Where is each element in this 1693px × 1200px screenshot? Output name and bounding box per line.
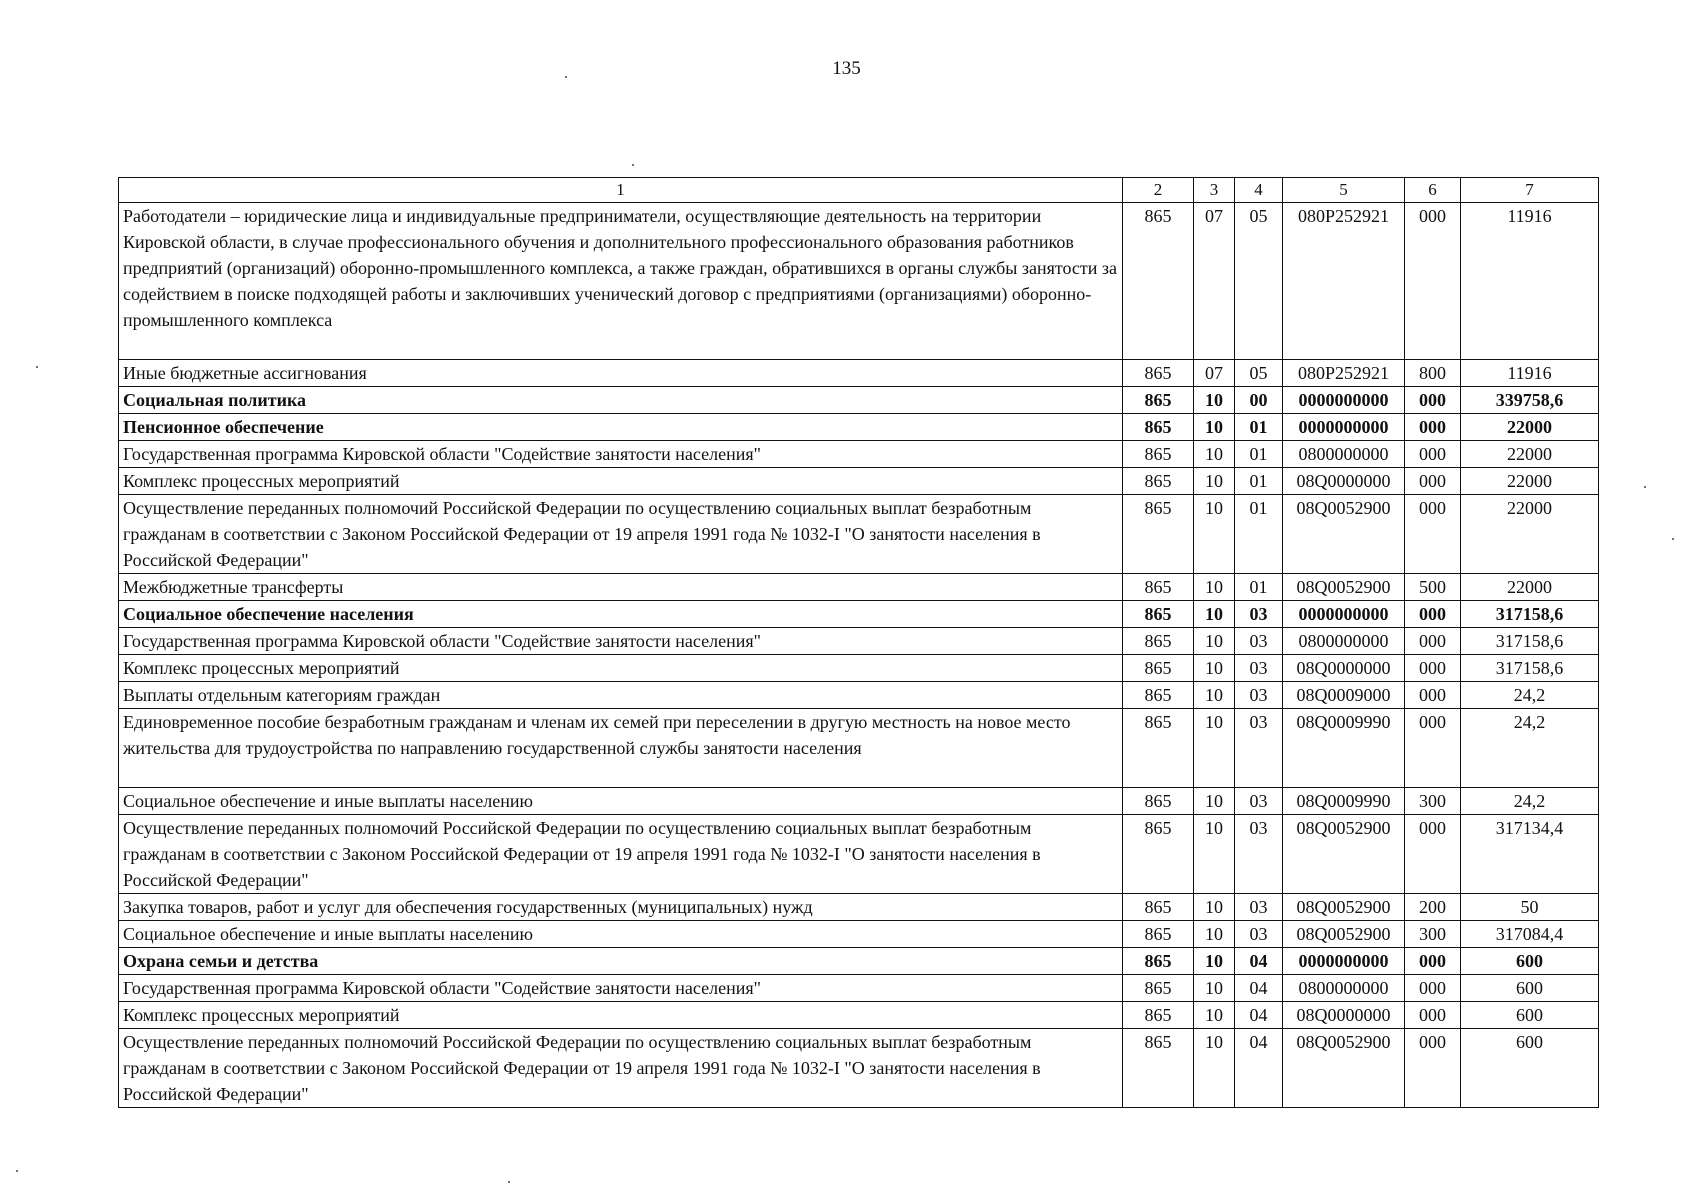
- row-expense-type-cell: 000: [1405, 387, 1461, 414]
- row-name-cell: Охрана семьи и детства: [119, 948, 1123, 975]
- row-section-cell: 10: [1194, 387, 1235, 414]
- row-expense-type-cell: 000: [1405, 975, 1461, 1002]
- row-subsection-cell: 03: [1235, 709, 1283, 788]
- row-amount-cell: 24,2: [1461, 682, 1599, 709]
- table-header-row: [119, 178, 1599, 203]
- row-expense-type-cell: 200: [1405, 894, 1461, 921]
- row-name-cell: Пенсионное обеспечение: [119, 414, 1123, 441]
- table-row: [119, 921, 1599, 948]
- row-expense-type-cell: 000: [1405, 495, 1461, 574]
- row-ministry-code-cell: 865: [1123, 709, 1194, 788]
- row-expense-type-cell: 300: [1405, 921, 1461, 948]
- row-name-cell: Работодатели – юридические лица и индивидуальные предприниматели, осуществляющие деятельность на территории Кировской области, в случае профессионального обучения и дополнительного профессионального образования работников предприятий (организаций) оборонно-промышленного комплекса, а также граждан, обратившихся в органы службы занятости за содействием в поиске подходящей работы и заключивших ученический договор с предприятиями (организациями) оборонно-промышленного комплекса: [119, 203, 1123, 360]
- row-ministry-code-cell: 865: [1123, 414, 1194, 441]
- row-subsection-cell: 04: [1235, 948, 1283, 975]
- row-name-cell: Комплекс процессных мероприятий: [119, 655, 1123, 682]
- row-ministry-code-cell: 865: [1123, 894, 1194, 921]
- row-expense-type-cell: 000: [1405, 655, 1461, 682]
- row-target-article-cell: 08Q0052900: [1283, 574, 1405, 601]
- row-subsection-cell: 01: [1235, 574, 1283, 601]
- table-row: [119, 468, 1599, 495]
- row-name-cell: Осуществление переданных полномочий Российской Федерации по осуществлению социальных выплат безработным гражданам в соответствии с Законом Российской Федерации от 19 апреля 1991 года № 1032-I "О занятости населения в Российской Федерации": [119, 495, 1123, 574]
- row-name-cell: Межбюджетные трансферты: [119, 574, 1123, 601]
- row-amount-cell: 11916: [1461, 360, 1599, 387]
- row-section-cell: 10: [1194, 948, 1235, 975]
- table-row: [119, 1002, 1599, 1029]
- header-cell-4: 4: [1235, 178, 1283, 203]
- row-name-cell: Социальная политика: [119, 387, 1123, 414]
- row-subsection-cell: 03: [1235, 682, 1283, 709]
- row-section-cell: 10: [1194, 709, 1235, 788]
- row-target-article-cell: 080P252921: [1283, 360, 1405, 387]
- row-amount-cell: 24,2: [1461, 709, 1599, 788]
- row-subsection-cell: 03: [1235, 601, 1283, 628]
- row-ministry-code-cell: 865: [1123, 655, 1194, 682]
- row-name-cell: Закупка товаров, работ и услуг для обеспечения государственных (муниципальных) нужд: [119, 894, 1123, 921]
- row-section-cell: 10: [1194, 1029, 1235, 1108]
- row-target-article-cell: 08Q0052900: [1283, 495, 1405, 574]
- row-subsection-cell: 05: [1235, 203, 1283, 360]
- row-name-cell: Государственная программа Кировской области "Содействие занятости населения": [119, 628, 1123, 655]
- row-expense-type-cell: 000: [1405, 203, 1461, 360]
- row-amount-cell: 22000: [1461, 468, 1599, 495]
- scan-speck: [632, 164, 634, 166]
- row-subsection-cell: 04: [1235, 975, 1283, 1002]
- table-row: [119, 387, 1599, 414]
- header-cell-2: 2: [1123, 178, 1194, 203]
- table-row: [119, 788, 1599, 815]
- row-target-article-cell: 08Q0009990: [1283, 788, 1405, 815]
- row-target-article-cell: 0800000000: [1283, 975, 1405, 1002]
- row-expense-type-cell: 000: [1405, 1029, 1461, 1108]
- row-subsection-cell: 04: [1235, 1002, 1283, 1029]
- row-expense-type-cell: 000: [1405, 815, 1461, 894]
- row-subsection-cell: 03: [1235, 655, 1283, 682]
- row-ministry-code-cell: 865: [1123, 788, 1194, 815]
- row-ministry-code-cell: 865: [1123, 682, 1194, 709]
- row-subsection-cell: 05: [1235, 360, 1283, 387]
- row-section-cell: 10: [1194, 921, 1235, 948]
- row-section-cell: 10: [1194, 975, 1235, 1002]
- row-section-cell: 10: [1194, 894, 1235, 921]
- row-expense-type-cell: 000: [1405, 948, 1461, 975]
- row-target-article-cell: 0000000000: [1283, 414, 1405, 441]
- row-name-cell: Государственная программа Кировской области "Содействие занятости населения": [119, 975, 1123, 1002]
- row-subsection-cell: 03: [1235, 788, 1283, 815]
- row-amount-cell: 600: [1461, 1002, 1599, 1029]
- row-amount-cell: 317134,4: [1461, 815, 1599, 894]
- page-number: 135: [832, 58, 861, 79]
- row-name-cell: Осуществление переданных полномочий Российской Федерации по осуществлению социальных выплат безработным гражданам в соответствии с Законом Российской Федерации от 19 апреля 1991 года № 1032-I "О занятости населения в Российской Федерации": [119, 1029, 1123, 1108]
- row-ministry-code-cell: 865: [1123, 815, 1194, 894]
- row-expense-type-cell: 000: [1405, 441, 1461, 468]
- row-section-cell: 10: [1194, 1002, 1235, 1029]
- row-ministry-code-cell: 865: [1123, 921, 1194, 948]
- scan-speck: [1672, 538, 1674, 540]
- row-expense-type-cell: 000: [1405, 709, 1461, 788]
- row-subsection-cell: 03: [1235, 815, 1283, 894]
- row-ministry-code-cell: 865: [1123, 574, 1194, 601]
- table-row: [119, 975, 1599, 1002]
- table-row: [119, 682, 1599, 709]
- row-section-cell: 10: [1194, 495, 1235, 574]
- row-ministry-code-cell: 865: [1123, 441, 1194, 468]
- budget-table: [118, 177, 1599, 1108]
- row-ministry-code-cell: 865: [1123, 948, 1194, 975]
- row-amount-cell: 317158,6: [1461, 628, 1599, 655]
- row-expense-type-cell: 000: [1405, 468, 1461, 495]
- row-amount-cell: 600: [1461, 948, 1599, 975]
- table-row: [119, 709, 1599, 788]
- scan-speck: [508, 1181, 510, 1183]
- table-row: [119, 601, 1599, 628]
- row-subsection-cell: 01: [1235, 495, 1283, 574]
- row-section-cell: 10: [1194, 628, 1235, 655]
- row-expense-type-cell: 000: [1405, 682, 1461, 709]
- scan-speck: [1644, 486, 1646, 488]
- row-section-cell: 07: [1194, 360, 1235, 387]
- header-cell-7: 7: [1461, 178, 1599, 203]
- row-ministry-code-cell: 865: [1123, 387, 1194, 414]
- row-name-cell: Единовременное пособие безработным гражданам и членам их семей при переселении в другую местность на новое место жительства для трудоустройства по направлению государственной службы занятости населения: [119, 709, 1123, 788]
- table-row: [119, 495, 1599, 574]
- row-amount-cell: 600: [1461, 1029, 1599, 1108]
- row-amount-cell: 317158,6: [1461, 601, 1599, 628]
- table-row: [119, 1029, 1599, 1108]
- row-target-article-cell: 08Q0000000: [1283, 655, 1405, 682]
- row-target-article-cell: 08Q0009000: [1283, 682, 1405, 709]
- header-cell-1: 1: [119, 178, 1123, 203]
- scan-speck: [36, 366, 38, 368]
- row-amount-cell: 317084,4: [1461, 921, 1599, 948]
- row-target-article-cell: 0000000000: [1283, 387, 1405, 414]
- row-subsection-cell: 01: [1235, 414, 1283, 441]
- row-expense-type-cell: 500: [1405, 574, 1461, 601]
- table-row: [119, 628, 1599, 655]
- row-target-article-cell: 08Q0052900: [1283, 921, 1405, 948]
- row-section-cell: 10: [1194, 574, 1235, 601]
- row-target-article-cell: 08Q0000000: [1283, 1002, 1405, 1029]
- row-subsection-cell: 03: [1235, 894, 1283, 921]
- row-expense-type-cell: 000: [1405, 1002, 1461, 1029]
- row-expense-type-cell: 300: [1405, 788, 1461, 815]
- row-target-article-cell: 0000000000: [1283, 948, 1405, 975]
- table-row: [119, 894, 1599, 921]
- row-target-article-cell: 08Q0000000: [1283, 468, 1405, 495]
- table-row: [119, 441, 1599, 468]
- row-ministry-code-cell: 865: [1123, 495, 1194, 574]
- table-row: [119, 655, 1599, 682]
- row-target-article-cell: 0000000000: [1283, 601, 1405, 628]
- row-target-article-cell: 0800000000: [1283, 441, 1405, 468]
- row-section-cell: 10: [1194, 441, 1235, 468]
- row-ministry-code-cell: 865: [1123, 1002, 1194, 1029]
- table-row: [119, 360, 1599, 387]
- row-amount-cell: 22000: [1461, 414, 1599, 441]
- row-section-cell: 10: [1194, 601, 1235, 628]
- table-row: [119, 414, 1599, 441]
- row-expense-type-cell: 000: [1405, 628, 1461, 655]
- row-ministry-code-cell: 865: [1123, 975, 1194, 1002]
- scan-speck: [565, 76, 567, 78]
- row-ministry-code-cell: 865: [1123, 468, 1194, 495]
- row-subsection-cell: 00: [1235, 387, 1283, 414]
- row-section-cell: 10: [1194, 815, 1235, 894]
- row-subsection-cell: 01: [1235, 441, 1283, 468]
- row-name-cell: Социальное обеспечение и иные выплаты населению: [119, 921, 1123, 948]
- row-expense-type-cell: 000: [1405, 414, 1461, 441]
- row-subsection-cell: 04: [1235, 1029, 1283, 1108]
- row-amount-cell: 600: [1461, 975, 1599, 1002]
- row-amount-cell: 24,2: [1461, 788, 1599, 815]
- row-target-article-cell: 08Q0052900: [1283, 815, 1405, 894]
- row-expense-type-cell: 800: [1405, 360, 1461, 387]
- row-name-cell: Комплекс процессных мероприятий: [119, 468, 1123, 495]
- row-name-cell: Социальное обеспечение населения: [119, 601, 1123, 628]
- row-section-cell: 10: [1194, 414, 1235, 441]
- row-subsection-cell: 01: [1235, 468, 1283, 495]
- row-name-cell: Осуществление переданных полномочий Российской Федерации по осуществлению социальных выплат безработным гражданам в соответствии с Законом Российской Федерации от 19 апреля 1991 года № 1032-I "О занятости населения в Российской Федерации": [119, 815, 1123, 894]
- header-cell-5: 5: [1283, 178, 1405, 203]
- row-target-article-cell: 08Q0052900: [1283, 1029, 1405, 1108]
- row-ministry-code-cell: 865: [1123, 360, 1194, 387]
- row-ministry-code-cell: 865: [1123, 601, 1194, 628]
- row-name-cell: Комплекс процессных мероприятий: [119, 1002, 1123, 1029]
- row-section-cell: 10: [1194, 682, 1235, 709]
- row-target-article-cell: 08Q0009990: [1283, 709, 1405, 788]
- row-section-cell: 10: [1194, 788, 1235, 815]
- row-ministry-code-cell: 865: [1123, 203, 1194, 360]
- row-name-cell: Государственная программа Кировской области "Содействие занятости населения": [119, 441, 1123, 468]
- row-section-cell: 10: [1194, 655, 1235, 682]
- row-ministry-code-cell: 865: [1123, 1029, 1194, 1108]
- row-name-cell: Иные бюджетные ассигнования: [119, 360, 1123, 387]
- row-section-cell: 10: [1194, 468, 1235, 495]
- header-cell-3: 3: [1194, 178, 1235, 203]
- row-name-cell: Социальное обеспечение и иные выплаты населению: [119, 788, 1123, 815]
- row-amount-cell: 22000: [1461, 495, 1599, 574]
- row-amount-cell: 22000: [1461, 441, 1599, 468]
- row-target-article-cell: 08Q0052900: [1283, 894, 1405, 921]
- row-target-article-cell: 0800000000: [1283, 628, 1405, 655]
- scan-speck: [16, 1170, 18, 1172]
- row-target-article-cell: 080P252921: [1283, 203, 1405, 360]
- row-amount-cell: 317158,6: [1461, 655, 1599, 682]
- table-row: [119, 574, 1599, 601]
- table-row: [119, 948, 1599, 975]
- row-subsection-cell: 03: [1235, 921, 1283, 948]
- header-cell-6: 6: [1405, 178, 1461, 203]
- row-ministry-code-cell: 865: [1123, 628, 1194, 655]
- row-amount-cell: 11916: [1461, 203, 1599, 360]
- row-subsection-cell: 03: [1235, 628, 1283, 655]
- row-expense-type-cell: 000: [1405, 601, 1461, 628]
- row-amount-cell: 22000: [1461, 574, 1599, 601]
- table-row: [119, 203, 1599, 360]
- row-name-cell: Выплаты отдельным категориям граждан: [119, 682, 1123, 709]
- row-amount-cell: 50: [1461, 894, 1599, 921]
- table-row: [119, 815, 1599, 894]
- row-amount-cell: 339758,6: [1461, 387, 1599, 414]
- row-section-cell: 07: [1194, 203, 1235, 360]
